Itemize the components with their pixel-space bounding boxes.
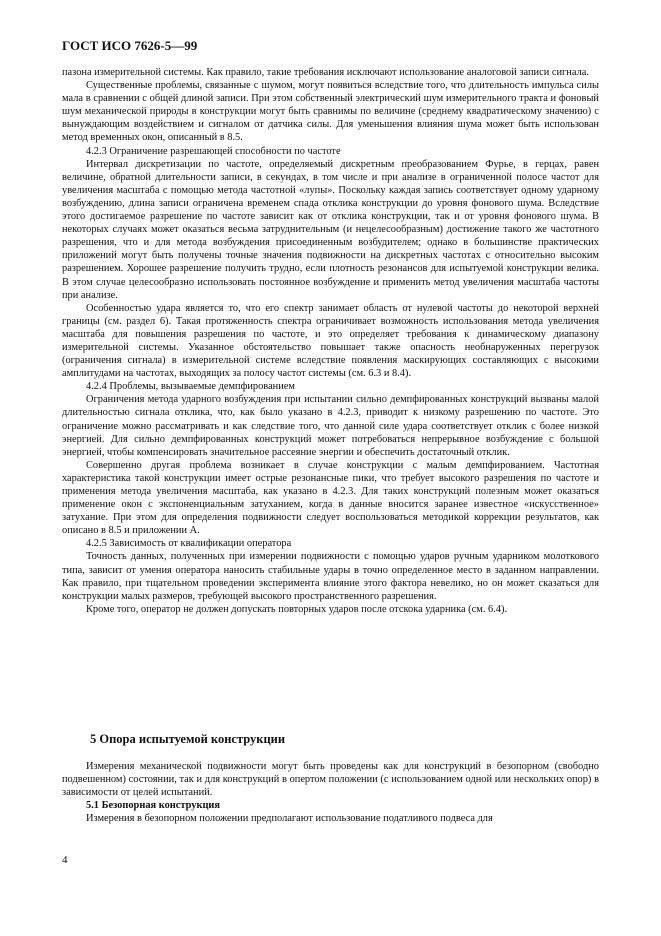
paragraph: Измерения в безопорном положении предполагают использование податливого подвеса для — [86, 813, 493, 825]
paragraph: Измерения механической подвижности могут быть проведены как для конструкций в безопорном (свободно подвешенном) состоянии, так и для конструкций в опертом положении (с использованием одной или нескольких опор) в зависимости от целей испытаний. — [62, 761, 599, 799]
paragraph: Особенностью удара является то, что его спектр занимает область от нулевой частоты до некоторой верхней границы (см. раздел 6). Такая протяженность спектра ограничивает возможность использования метода увеличения масштаба для повышения разрешения по частоте, и это определяет требования к динамическому диапазону измерительной системы. Указанное обстоятельство повышает также опасность необнаруженных перегрузок (ограничения сигнала) в измерительной системе вследствие появления маскирующих составляющих с высокими амплитудами на частотах, выходящих за полосу частот системы (см. 6.3 и 8.4). — [62, 302, 599, 380]
subsection-heading: 4.2.3 Ограничение разрешающей способности по частоте — [86, 145, 341, 157]
paragraph: пазона измерительной системы. Как правило, такие требования исключают использование аналоговой записи сигнала. — [62, 67, 589, 78]
page-number: 4 — [62, 854, 68, 866]
paragraph: Интервал дискретизации по частоте, определяемый дискретным преобразованием Фурье, в герцах, равен величине, обратной длительности записи, в секундах, в том числе и при анализе в ограниченной полосе частот для увеличения масштаба с помощью метода частотной «лупы». Поскольку каждая запись соответствует одному ударному возбуждению, длина записи ограничена временем спада отклика конструкции до уровня фонового шума. Вследствие этого достигаемое разрешение по частоте зависит как от отклика конструкции, так и от уровня фонового шума. В некоторых случаях может оказаться весьма затруднительным (и нецелесообразным) достижение такого же частотного разрешения, что и для метода возбуждения присоединенным возбудителем; однако в большинстве практических приложений могут быть получены точные значения подвижности на дискретных частотах с относительно высоким разрешением. Хорошее разрешение получить трудно, если плотность резонансов для испытуемой конструкции велика. В этом случае целесообразно использовать постоянное возбуждение и применить метод увеличения масштаба частоты при анализе. — [62, 158, 599, 301]
subsection-heading: 5.1 Безопорная конструкция — [86, 800, 221, 812]
body-text — [62, 66, 599, 616]
subsection-heading: 4.2.5 Зависимость от квалификации оператора — [86, 538, 292, 550]
subsection-heading: 4.2.4 Проблемы, вызываемые демпфированием — [86, 381, 295, 393]
paragraph: Существенные проблемы, связанные с шумом, могут появиться вследствие того, что длительность импульса силы мала в сравнении с общей длиной записи. При этом собственный электрический шум измерительного тракта и фоновый шум механической природы в конструкции могут быть сравнимы по величине (среднему квадратическому значению) с вынуждающим воздействием и сигналом от датчика силы. Для уменьшения влияния шума может быть использован метод временных окон, описанный в 8.5. — [62, 80, 599, 144]
paragraph: Совершенно другая проблема возникает в случае конструкции с малым демпфированием. Частотная характеристика такой конструкции имеет острые резонансные пики, что требует высокого разрешения по частоте и применения метода увеличения масштаба, как указано в 4.2.3. Для таких конструкций полезным может оказаться применение окон с экспоненциальным затуханием, когда в данные вносится заранее известное «искусственное» затухание. При этом для определения подвижности следует воспользоваться методикой коррекции результатов, как описано в 8.5 и приложении А. — [62, 459, 599, 537]
section-title: 5 Опора испытуемой конструкции — [90, 732, 286, 746]
section-body — [62, 760, 599, 825]
document-header: ГОСТ ИСО 7626-5—99 — [62, 38, 198, 53]
paragraph: Точность данных, полученных при измерении подвижности с помощью ударов ручным ударником молоткового типа, зависит от умения оператора наносить стабильные удары в точно определенное место в заданном направлении. Как правило, при тщательном проведении эксперимента влияние этого фактора невелико, но он может сказаться для конструкции малых размеров, требующей высокого пространственного разрешения. — [62, 551, 599, 602]
paragraph: Ограничения метода ударного возбуждения при испытании сильно демпфированных конструкций вызваны малой длительностью сигнала отклика, что, как было указано в 4.2.3, приводит к низкому разрешению по частоте. Это ограничение можно рассматривать и как следствие того, что данной силе удара соответствует отклик с более низкой энергией. Для сильно демпфированных конструкций может потребоваться непрерывное возбуждение с большой энергией, чтобы компенсировать значительное рассеяние энергии и обеспечить достаточный отклик. — [62, 394, 599, 458]
paragraph: Кроме того, оператор не должен допускать повторных ударов после отскока ударника (см. 6.4). — [86, 603, 508, 615]
